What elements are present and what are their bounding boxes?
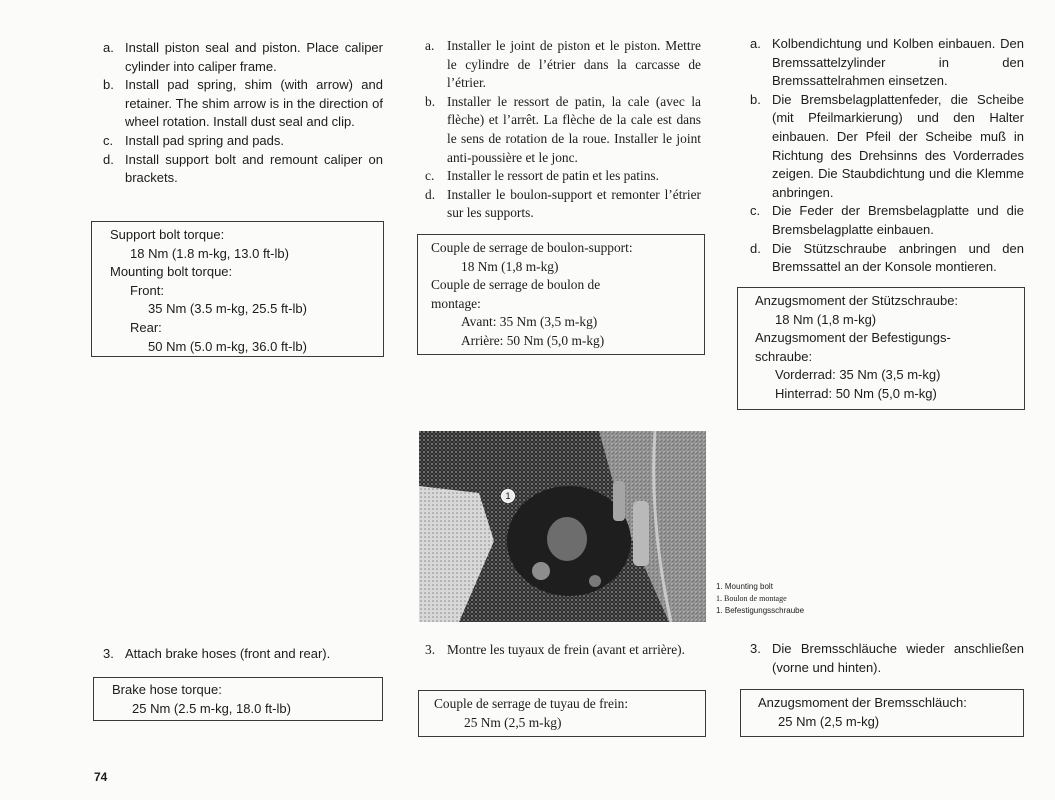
english-support-torque-label: Support bolt torque:: [110, 227, 225, 242]
english-support-torque-value: 18 Nm (1.8 m-kg, 13.0 ft-lb): [130, 245, 289, 261]
french-hose-torque-label: Couple de serrage de tuyau de frein:: [434, 696, 629, 711]
english-column: [103, 39, 383, 188]
caption-english: 1. Mounting bolt: [716, 582, 773, 591]
french-step-a: a. Installer le joint de piston et le piston. Mettre le cylindre de l’étrier dans la carcasse de l’étrier.: [425, 38, 701, 91]
english-rear-label: Rear:: [130, 319, 162, 335]
french-hose-torque-value: 25 Nm (2,5 m-kg): [464, 714, 562, 730]
english-step-3: 3. Attach brake hoses (front and rear).: [103, 646, 331, 661]
german-support-torque-value: 18 Nm (1,8 m-kg): [775, 311, 877, 327]
english-steps: [103, 39, 383, 188]
french-step-b: b. Installer le ressort de patin, la cale (avec la flèche) et l’arrêt. La flèche de la cale est dans le sens de rotation de la roue. Installer le joint anti-poussière et le jonc.: [425, 93, 701, 165]
english-hose-box: [93, 677, 383, 721]
german-steps: [750, 35, 1024, 277]
german-hose-torque-label: Anzugsmoment der Bremsschläuch:: [758, 695, 967, 710]
french-support-torque-label: Couple de serrage de boulon-support:: [431, 240, 633, 255]
caliper-photo: [419, 431, 706, 622]
french-support-torque-value: 18 Nm (1,8 m-kg): [461, 258, 559, 274]
german-rear-value: Hinterrad: 50 Nm (5,0 m-kg): [775, 385, 937, 401]
page-number: 74: [94, 770, 108, 784]
caliper-photo-illustration: [419, 431, 706, 622]
photo-caption: [716, 581, 804, 617]
caption-german: 1. Befestigungsschraube: [716, 606, 805, 615]
french-torque-box: [417, 234, 705, 355]
english-torque-box: [91, 221, 384, 357]
caption-french: 1. Boulon de montage: [716, 594, 787, 603]
french-mounting-torque-label-2: montage:: [431, 295, 481, 311]
french-mounting-torque-label-1: Couple de serrage de boulon de: [431, 277, 601, 293]
english-step-c: c. Install pad spring and pads.: [103, 132, 284, 148]
french-step-3: 3. Montre les tuyaux de frein (avant et arrière).: [425, 642, 685, 657]
french-step-d: d. Installer le boulon-support et remonter l’étrier sur les supports.: [425, 186, 701, 221]
german-mounting-torque-label-1: Anzugsmoment der Befestigungs-: [755, 330, 951, 346]
german-step-c: c. Die Feder der Bremsbelagplatte und die Bremsbelagplatte einbauen.: [750, 203, 1024, 237]
german-step-3: 3. Die Bremsschläuche wieder anschließen (vorne und hinten).: [750, 641, 1024, 675]
french-column: [425, 37, 701, 223]
german-column: [750, 35, 1024, 277]
german-support-torque-label: Anzugsmoment der Stützschraube:: [755, 293, 959, 308]
german-front-value: Vorderrad: 35 Nm (3,5 m-kg): [775, 367, 941, 383]
english-step-b: b. Install pad spring, shim (with arrow) and retainer. The shim arrow is in the direction of wheel rotation. Install dust seal and clip.: [103, 77, 383, 130]
english-hose-torque-value: 25 Nm (2.5 m-kg, 18.0 ft-lb): [132, 700, 291, 716]
german-torque-box: [737, 287, 1025, 410]
english-rear-value: 50 Nm (5.0 m-kg, 36.0 ft-lb): [148, 338, 307, 354]
english-front-value: 35 Nm (3.5 m-kg, 25.5 ft-lb): [148, 301, 307, 317]
english-mounting-torque-label: Mounting bolt torque:: [110, 264, 233, 280]
german-step-a: a. Kolbendichtung und Kolben einbauen. Den Bremssattelzylinder in den Bremssattelrahmen einsetzen.: [750, 36, 1024, 89]
english-hose-torque-label: Brake hose torque:: [112, 682, 222, 697]
french-step-c: c. Installer le ressort de patin et les patins.: [425, 168, 659, 184]
french-front-value: Avant: 35 Nm (3,5 m-kg): [461, 314, 598, 330]
english-step-d: d. Install support bolt and remount caliper on brackets.: [103, 151, 383, 186]
french-hose-box: [418, 690, 706, 737]
callout-1: 1: [501, 489, 515, 503]
english-step-a: a. Install piston seal and piston. Place caliper cylinder into caliper frame.: [103, 40, 383, 74]
german-mounting-torque-label-2: schraube:: [755, 348, 813, 364]
french-steps: [425, 37, 701, 223]
german-hose-torque-value: 25 Nm (2,5 m-kg): [778, 713, 880, 729]
french-rear-value: Arrière: 50 Nm (5,0 m-kg): [461, 332, 605, 348]
english-front-label: Front:: [130, 282, 164, 298]
german-step-b: b. Die Bremsbelagplattenfeder, die Scheibe (mit Pfeilmarkierung) und den Halter einbauen. Der Pfeil der Scheibe muß in Richtung des Drehsinns des Vorderrades zeigen. Die Staubdichtung und die Klemme anbringen.: [750, 91, 1024, 200]
german-hose-box: [740, 689, 1024, 737]
german-step-d: d. Die Stützschraube anbringen und den Bremssattel an der Konsole montieren.: [750, 240, 1024, 275]
